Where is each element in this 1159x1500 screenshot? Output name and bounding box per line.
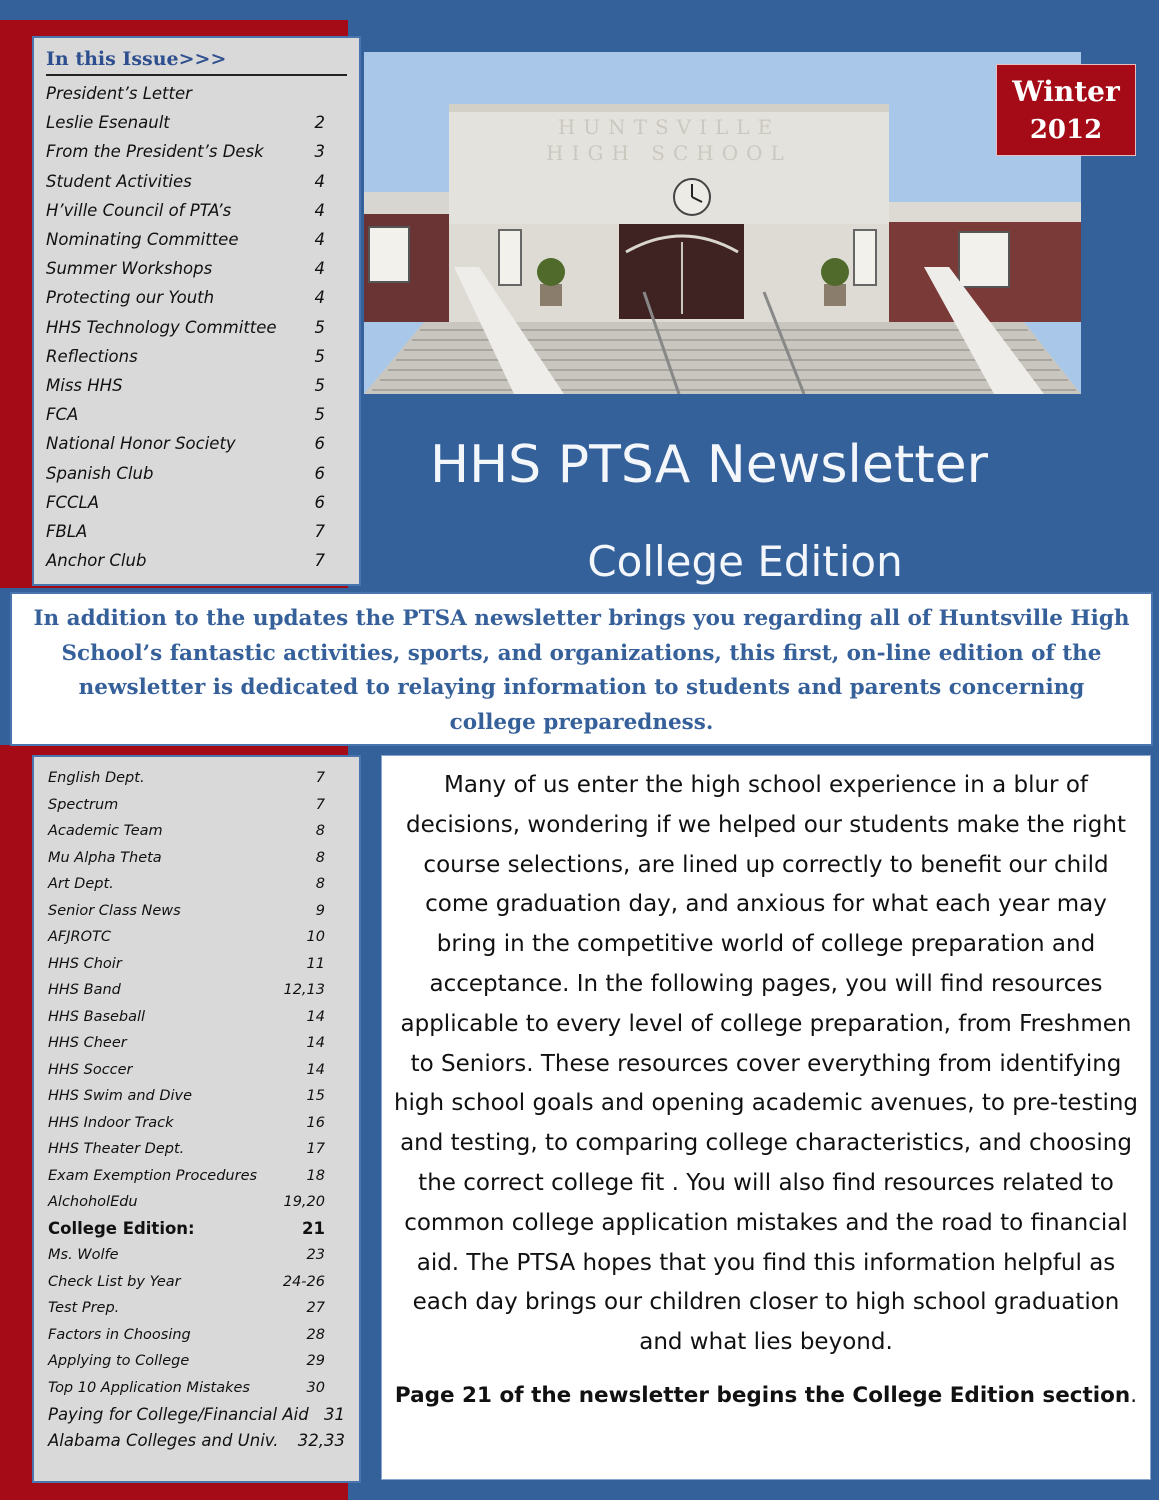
toc-entry [46, 342, 347, 371]
toc-entry-title: Leslie Esenault [46, 113, 170, 133]
toc-entry-title: From the President’s Desk [46, 142, 264, 162]
toc-entry-page: 11 [306, 955, 325, 972]
toc-entry-page: 8 [315, 876, 325, 893]
toc-entry [48, 1269, 347, 1296]
toc-entry-page: 4 [314, 288, 325, 308]
toc-entry-title: FCCLA [46, 492, 100, 512]
toc-entry-title: English Dept. [48, 770, 145, 787]
toc-entry-page: 4 [314, 259, 325, 279]
toc-entry-page: 6 [314, 434, 325, 454]
toc-entry-page: 9 [315, 902, 325, 919]
toc-entry [48, 1216, 347, 1243]
toc-entry [48, 1057, 347, 1084]
toc-entry-page: 7 [314, 551, 325, 571]
toc-entry [48, 1348, 347, 1375]
toc-entry-title: Test Prep. [48, 1300, 120, 1317]
toc-entry-page: 5 [314, 405, 325, 425]
toc-entry-page: 21 [302, 1219, 325, 1239]
toc-entry [48, 898, 347, 925]
toc-entry-page: 10 [306, 929, 325, 946]
toc-entry-title: FBLA [46, 521, 88, 541]
toc-entry-title: Ms. Wolfe [48, 1247, 119, 1264]
toc-entry-page: 5 [314, 375, 325, 395]
toc-entry-title: HHS Band [48, 982, 121, 999]
toc-entry-title: AlchoholEdu [48, 1194, 138, 1211]
toc-entry-title: Factors in Choosing [48, 1326, 191, 1343]
intro-text: In addition to the updates the PTSA newsletter brings you regarding all of Huntsville High School’s fantastic activities, sports, and organizations, this first, on-line edition of the newsletter is dedicated to relaying information to students and parents concerning college preparedness. [33, 606, 1130, 735]
toc-entry-title: Summer Workshops [46, 259, 213, 279]
toc-entry-page: 19,20 [283, 1194, 325, 1211]
toc-entry-title: Academic Team [48, 823, 163, 840]
toc-entry [46, 458, 347, 487]
toc-entry [48, 765, 347, 792]
toc-entry-title: Reflections [46, 346, 138, 366]
toc-entry-title: Alabama Colleges and Univ. [48, 1431, 279, 1451]
toc-entry [48, 1136, 347, 1163]
toc-entry-page: 32,33 [297, 1431, 345, 1451]
toc-panel-bottom [32, 755, 361, 1483]
toc-entry [46, 196, 347, 225]
college-edition-note-period: . [1130, 1382, 1138, 1408]
toc-entry-page: 27 [306, 1300, 325, 1317]
toc-entry [46, 283, 347, 312]
toc-heading: In this Issue>>> [46, 48, 347, 76]
college-edition-note-text: Page 21 of the newsletter begins the College Edition section [394, 1382, 1131, 1408]
toc-entry [46, 546, 347, 575]
toc-list-bottom [48, 765, 347, 1454]
toc-entry-page: 7 [315, 770, 325, 787]
toc-entry-title: AFJROTC [48, 929, 112, 946]
issue-year: 2012 [1029, 115, 1103, 145]
toc-entry-title: Nominating Committee [46, 230, 239, 250]
toc-entry-page: 18 [306, 1167, 325, 1184]
toc-entry [46, 400, 347, 429]
toc-entry-title: HHS Choir [48, 955, 122, 972]
toc-entry-title: Senior Class News [48, 902, 181, 919]
toc-entry [48, 818, 347, 845]
toc-entry [48, 1083, 347, 1110]
school-building-illustration [364, 52, 1081, 394]
toc-entry-title: FCA [46, 405, 79, 425]
toc-entry [48, 1295, 347, 1322]
toc-entry-page: 7 [315, 796, 325, 813]
toc-entry-title: H’ville Council of PTA’s [46, 200, 232, 220]
toc-entry [46, 254, 347, 283]
toc-entry-page: 7 [314, 521, 325, 541]
toc-entry-page: 31 [324, 1404, 345, 1424]
toc-entry [48, 1189, 347, 1216]
newsletter-subtitle: College Edition [587, 537, 903, 586]
toc-entry [48, 924, 347, 951]
school-photo [364, 52, 1081, 394]
toc-entry [48, 871, 347, 898]
toc-entry [48, 1030, 347, 1057]
toc-entry-page: 14 [306, 1061, 325, 1078]
toc-entry [46, 225, 347, 254]
toc-entry-title: Check List by Year [48, 1273, 181, 1290]
toc-entry [48, 792, 347, 819]
toc-entry-title: Mu Alpha Theta [48, 849, 162, 866]
toc-entry-page: 14 [306, 1035, 325, 1052]
building-sign-line2: HIGH SCHOOL [546, 141, 792, 165]
toc-entry-page: 23 [306, 1247, 325, 1264]
toc-entry-title: Spanish Club [46, 463, 154, 483]
toc-entry [48, 951, 347, 978]
toc-entry [48, 1322, 347, 1349]
toc-entry-page: 2 [314, 113, 325, 133]
toc-entry [46, 429, 347, 458]
toc-entry [46, 488, 347, 517]
toc-panel-top [32, 36, 361, 586]
toc-entry-title: Exam Exemption Procedures [48, 1167, 258, 1184]
toc-entry-title: President’s Letter [46, 84, 192, 104]
toc-entry-title: Student Activities [46, 171, 192, 191]
toc-entry-page: 15 [306, 1088, 325, 1105]
toc-entry-page: 6 [314, 463, 325, 483]
toc-entry-page: 14 [306, 1008, 325, 1025]
toc-entry [48, 1401, 347, 1428]
toc-entry [48, 845, 347, 872]
toc-entry-page: 3 [314, 142, 325, 162]
toc-entry-page: 4 [314, 171, 325, 191]
toc-entry [46, 517, 347, 546]
toc-entry-page: 4 [314, 230, 325, 250]
toc-entry [46, 108, 347, 137]
toc-entry-title: Spectrum [48, 796, 119, 813]
toc-entry-page: 12,13 [283, 982, 325, 999]
college-edition-note [392, 1381, 1140, 1411]
toc-entry [46, 79, 347, 108]
issue-season: Winter [1012, 75, 1120, 108]
toc-entry [48, 1242, 347, 1269]
toc-entry [46, 313, 347, 342]
newsletter-title: HHS PTSA Newsletter [429, 435, 989, 495]
toc-entry [46, 137, 347, 166]
toc-entry-title: HHS Baseball [48, 1008, 146, 1025]
toc-entry-title: HHS Soccer [48, 1061, 133, 1078]
issue-badge [996, 64, 1136, 156]
toc-entry [48, 1375, 347, 1402]
toc-entry-title: HHS Theater Dept. [48, 1141, 185, 1158]
toc-entry-page: 8 [315, 849, 325, 866]
toc-entry-page: 5 [314, 346, 325, 366]
building-sign-line1: HUNTSVILLE [557, 115, 781, 139]
toc-entry [48, 1110, 347, 1137]
body-paragraph: Many of us enter the high school experience in a blur of decisions, wondering if we helped our students make the right course selections, are lined up correctly to benefit our child come graduation day, and anxious for what each year may bring in the competitive world of college preparation and acceptance. In the following pages, you will find resources applicable to every level of college preparation, from Freshmen to Seniors. These resources cover everything from identifying high school goals and opening academic avenues, to pre-testing and testing, to comparing college characteristics, and choosing the correct college fit . You will also find resources related to common college application mistakes and the road to financial aid. The PTSA hopes that you find this information helpful as each day brings our children closer to high school graduation and what lies beyond. [393, 772, 1139, 1356]
intro-box [10, 592, 1153, 746]
toc-entry-title: College Edition: [48, 1219, 195, 1239]
toc-entry-title: Anchor Club [46, 551, 147, 571]
toc-entry [46, 371, 347, 400]
toc-entry-page: 24-26 [282, 1273, 325, 1290]
toc-entry [48, 1428, 347, 1455]
toc-entry-page: 17 [306, 1141, 325, 1158]
toc-entry-title: Top 10 Application Mistakes [48, 1379, 250, 1396]
toc-list-top [46, 79, 347, 575]
body-text-box [381, 755, 1151, 1480]
toc-entry-page: 28 [306, 1326, 325, 1343]
toc-entry-title: Protecting our Youth [46, 288, 215, 308]
toc-entry-page: 5 [314, 317, 325, 337]
toc-entry [48, 1004, 347, 1031]
toc-entry-page: 30 [306, 1379, 325, 1396]
toc-entry [48, 1163, 347, 1190]
toc-entry-page: 6 [314, 492, 325, 512]
toc-entry-title: HHS Indoor Track [48, 1114, 174, 1131]
toc-entry-title: Applying to College [48, 1353, 190, 1370]
toc-entry-page: 4 [314, 200, 325, 220]
toc-entry [46, 167, 347, 196]
toc-entry [48, 977, 347, 1004]
toc-entry-title: HHS Technology Committee [46, 317, 277, 337]
toc-entry-title: HHS Swim and Dive [48, 1088, 193, 1105]
toc-entry-title: HHS Cheer [48, 1035, 127, 1052]
toc-entry-page: 8 [315, 823, 325, 840]
toc-entry-title: Paying for College/Financial Aid [48, 1404, 309, 1424]
toc-entry-title: Miss HHS [46, 375, 123, 395]
toc-entry-page: 29 [306, 1353, 325, 1370]
toc-entry-page: 16 [306, 1114, 325, 1131]
toc-entry-title: Art Dept. [48, 876, 114, 893]
toc-entry-title: National Honor Society [46, 434, 236, 454]
